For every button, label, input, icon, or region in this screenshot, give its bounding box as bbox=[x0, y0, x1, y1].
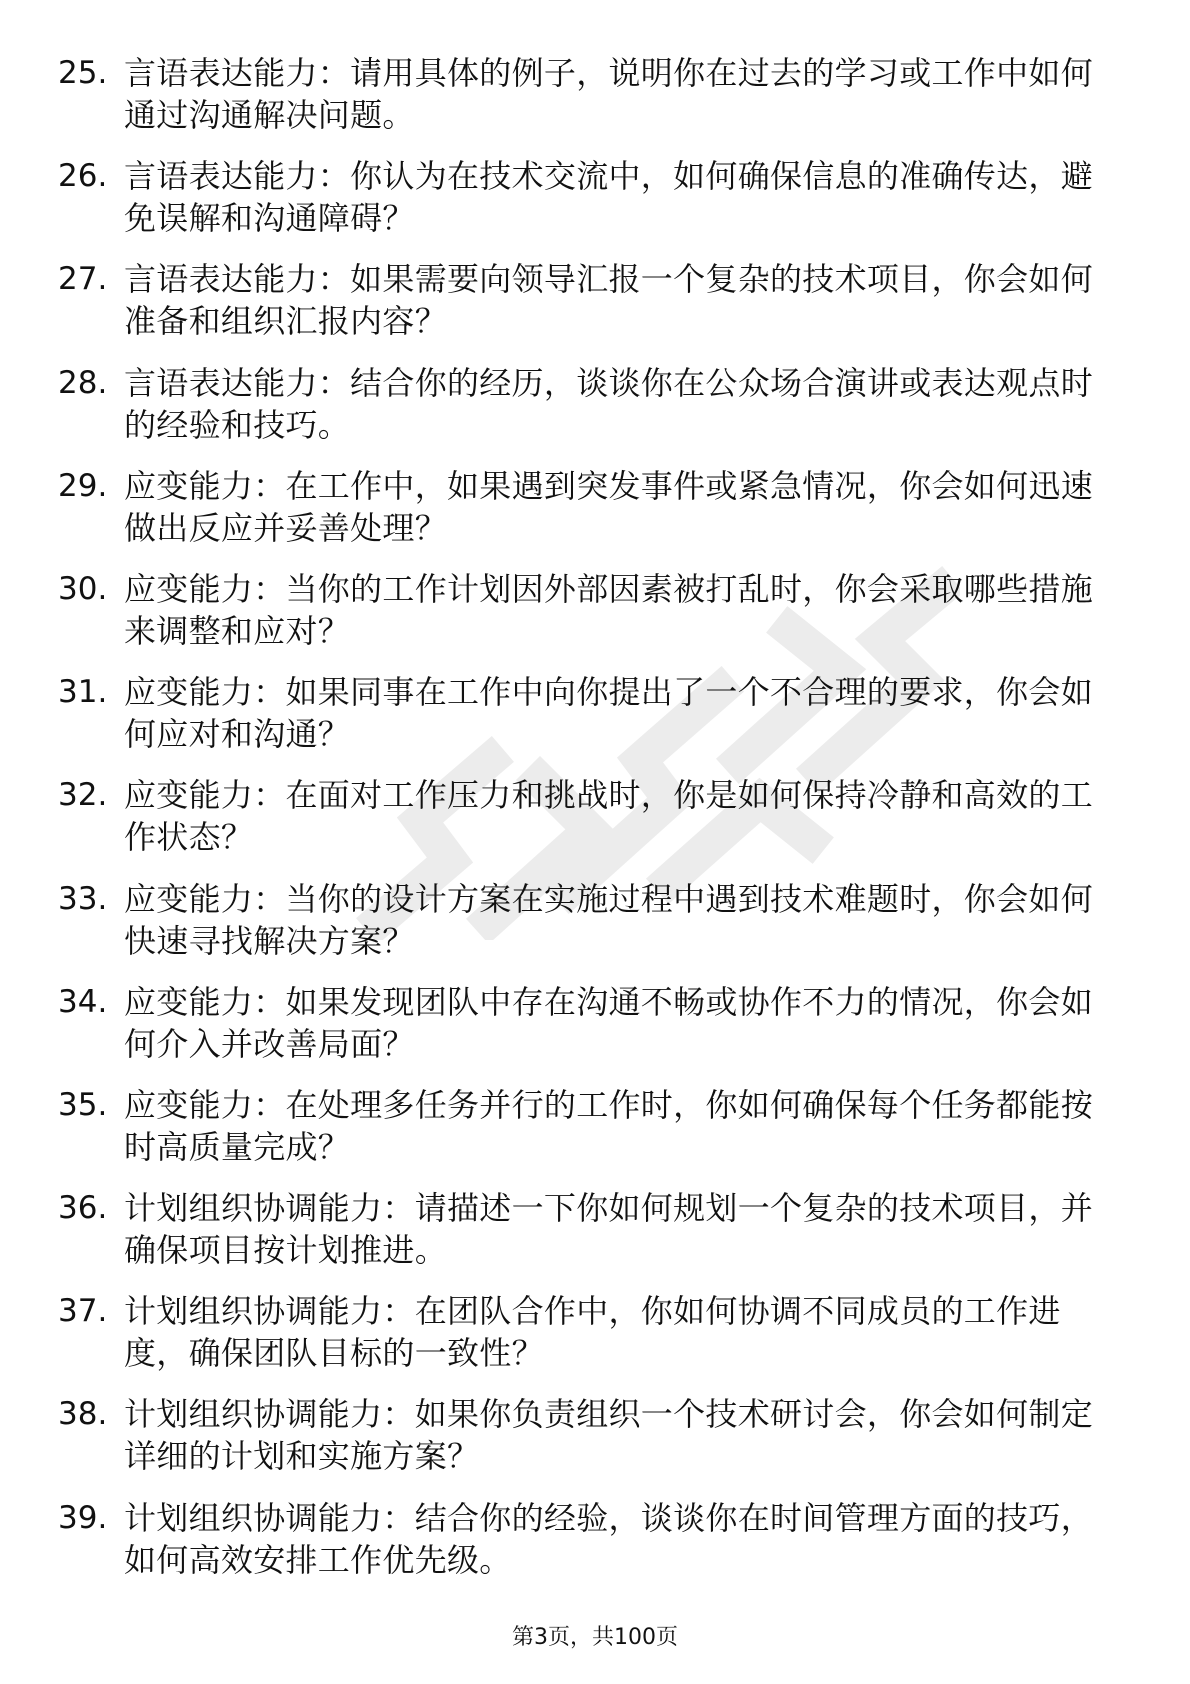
question-number: 31. bbox=[58, 674, 108, 711]
list-item bbox=[58, 1393, 1118, 1496]
question-list bbox=[58, 52, 1118, 1600]
question-number: 26. bbox=[58, 158, 108, 195]
list-item bbox=[58, 1187, 1118, 1290]
question-number: 27. bbox=[58, 261, 108, 298]
question-number: 38. bbox=[58, 1396, 108, 1433]
list-item bbox=[58, 1497, 1118, 1600]
list-item bbox=[58, 878, 1118, 981]
list-item bbox=[58, 465, 1118, 568]
question-number: 28. bbox=[58, 364, 108, 401]
question-number: 37. bbox=[58, 1293, 108, 1330]
question-number: 29. bbox=[58, 467, 108, 504]
question-text: 言语表达能力：请用具体的例子，说明你在过去的学习或工作中如何通过沟通解决问题。 bbox=[124, 54, 1094, 134]
list-item bbox=[58, 1290, 1118, 1393]
question-text: 计划组织协调能力：请描述一下你如何规划一个复杂的技术项目，并确保项目按计划推进。 bbox=[124, 1189, 1094, 1270]
list-item bbox=[58, 568, 1118, 671]
question-number: 36. bbox=[58, 1190, 108, 1227]
question-number: 35. bbox=[58, 1086, 108, 1123]
list-item bbox=[58, 671, 1118, 774]
list-item bbox=[58, 155, 1118, 258]
list-item bbox=[58, 362, 1118, 465]
question-text: 计划组织协调能力：结合你的经验，谈谈你在时间管理方面的技巧，如何高效安排工作优先级。 bbox=[124, 1498, 1094, 1579]
list-item bbox=[58, 1084, 1118, 1187]
question-number: 32. bbox=[58, 777, 108, 814]
list-item bbox=[58, 258, 1118, 361]
page-indicator: 第3页，共100页 bbox=[512, 1625, 678, 1650]
question-number: 34. bbox=[58, 983, 108, 1020]
list-item bbox=[58, 774, 1118, 877]
question-text: 计划组织协调能力：在团队合作中，你如何协调不同成员的工作进度，确保团队目标的一致性？ bbox=[124, 1292, 1061, 1373]
question-number: 30. bbox=[58, 570, 108, 607]
question-text: 应变能力：当你的工作计划因外部因素被打乱时，你会采取哪些措施来调整和应对？ bbox=[124, 569, 1094, 650]
question-text: 应变能力：如果同事在工作中向你提出了一个不合理的要求，你会如何应对和沟通？ bbox=[124, 673, 1094, 754]
list-item bbox=[58, 52, 1118, 155]
question-text: 计划组织协调能力：如果你负责组织一个技术研讨会，你会如何制定详细的计划和实施方案？ bbox=[124, 1395, 1094, 1476]
question-text: 应变能力：当你的设计方案在实施过程中遇到技术难题时，你会如何快速寻找解决方案？ bbox=[124, 879, 1094, 960]
question-text: 言语表达能力：结合你的经历，谈谈你在公众场合演讲或表达观点时的经验和技巧。 bbox=[124, 363, 1094, 444]
question-text: 应变能力：如果发现团队中存在沟通不畅或协作不力的情况，你会如何介入并改善局面？ bbox=[124, 982, 1094, 1063]
question-number: 25. bbox=[58, 55, 108, 91]
question-text: 言语表达能力：如果需要向领导汇报一个复杂的技术项目，你会如何准备和组织汇报内容？ bbox=[124, 260, 1094, 341]
question-number: 39. bbox=[58, 1499, 108, 1536]
question-text: 应变能力：在面对工作压力和挑战时，你是如何保持冷静和高效的工作状态？ bbox=[124, 776, 1094, 857]
question-text: 言语表达能力：你认为在技术交流中，如何确保信息的准确传达，避免误解和沟通障碍？ bbox=[124, 157, 1094, 238]
question-text: 应变能力：在工作中，如果遇到突发事件或紧急情况，你会如何迅速做出反应并妥善处理？ bbox=[124, 466, 1094, 547]
question-text: 应变能力：在处理多任务并行的工作时，你如何确保每个任务都能按时高质量完成？ bbox=[124, 1085, 1094, 1166]
question-number: 33. bbox=[58, 880, 108, 917]
list-item bbox=[58, 981, 1118, 1084]
